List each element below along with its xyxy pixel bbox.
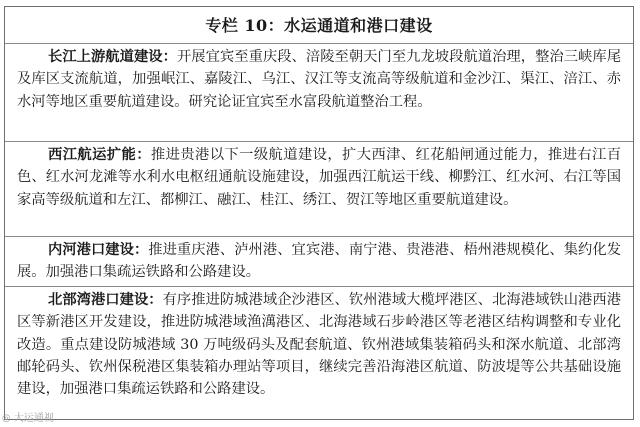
section-yangtze-upper [5, 43, 633, 113]
section-text: 推进贵港以下一级航道建设，扩大西津、红花船闸通过能力，推进右江百色、红水河龙滩等水利水电枢纽通航设施建设，加强西江航运干线、柳黔江、红水河、右江等国家高等级航道和左江、都柳江、融江、桂江、绣江、贺江等地区重要航道建设。 [17, 147, 621, 208]
section-text: 推进重庆港、泸州港、宜宾港、南宁港、贵港港、梧州港规模化、集约化发展。加强港口集疏运铁路和公路建设。 [17, 242, 621, 281]
section-paragraph [17, 239, 621, 284]
section-beibu-gulf [5, 286, 633, 400]
section-label: 内河港口建设： [48, 242, 149, 258]
watermark: ◎ 大运通视 [2, 413, 54, 424]
section-text: 开展宜宾至重庆段、涪陵至朝天门至九龙坡段航道治理，整治三峡库尾及库区支流航道，加强岷江、嘉陵江、乌江、汉江等支流高等级航道和金沙江、渠江、涪江、赤水河等地区重要航道建设。研究论证宜宾至水富段航道整治工程。 [17, 49, 622, 110]
section-text: 有序推进防城港域企沙港区、钦州港域大榄坪港区、北海港域铁山港西港区等新港区开发建设，推进防城港域渔澫港区、北海港域石步岭港区等老港区结构调整和专业化改造。重点建设防城港域 30 万吨级码头及配套航道、钦州港域集装箱码头和深水航道、北部湾邮轮码头、钦州保税港区集装箱办理站等项目，继续完善沿海港区航道、防波堤等公共基础设施建设，加强港口集疏运铁路和公路建设。 [17, 292, 622, 398]
section-xijiang [5, 141, 633, 211]
column-box [4, 6, 634, 420]
section-label: 长江上游航道建设： [48, 49, 177, 65]
section-label: 西江航运扩能： [48, 147, 151, 163]
section-paragraph [17, 46, 621, 113]
column-title: 专栏 10：水运通道和港口建设 [205, 16, 433, 35]
section-label: 北部湾港口建设： [48, 292, 163, 308]
section-inland-ports [5, 236, 633, 284]
section-paragraph [17, 144, 621, 211]
section-paragraph [17, 289, 621, 400]
